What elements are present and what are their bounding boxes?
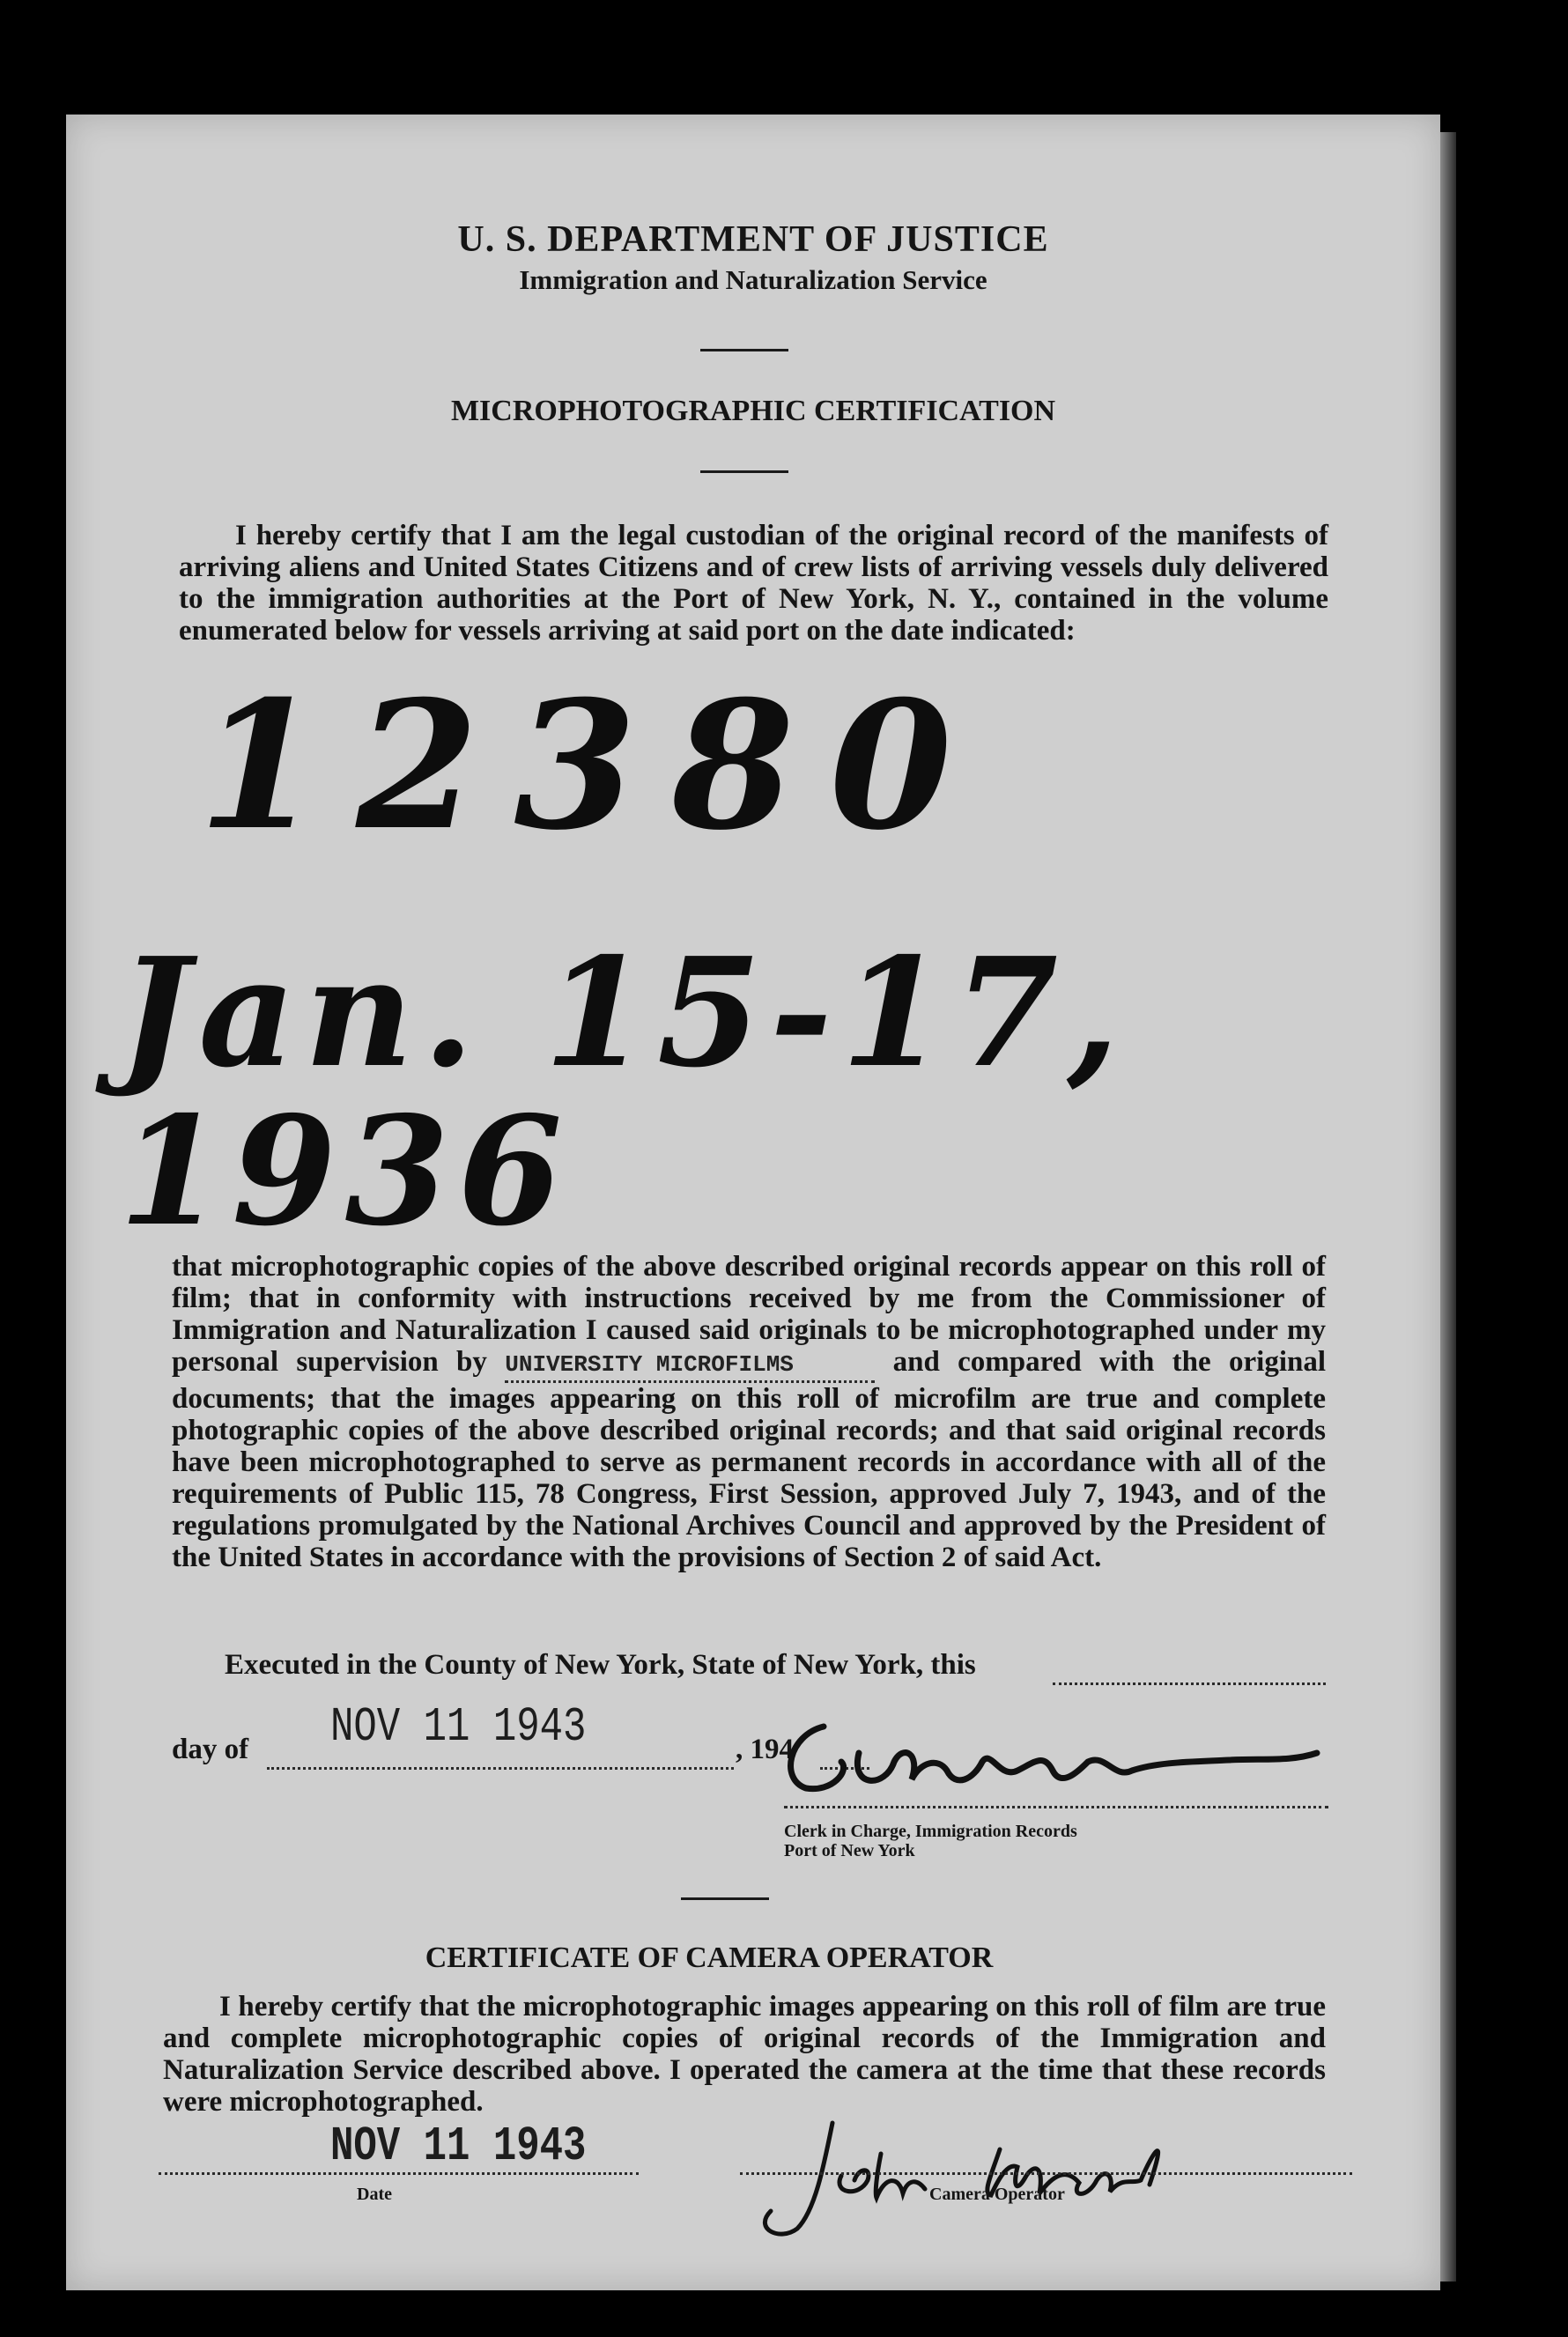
department-heading: U. S. DEPARTMENT OF JUSTICE <box>457 219 1049 260</box>
divider <box>700 470 788 473</box>
date-line <box>159 2172 639 2175</box>
executed-line <box>225 1649 976 1682</box>
day-of-label: day of <box>172 1734 249 1765</box>
certification-title: MICROPHOTOGRAPHIC CERTIFICATION <box>450 395 1056 427</box>
divider <box>700 349 788 351</box>
operator-date-stamp: NOV 11 1943 <box>330 2119 587 2175</box>
clerk-signature-line <box>784 1806 1328 1808</box>
service-heading: Immigration and Naturalization Service <box>519 264 987 295</box>
certificate-page <box>66 115 1440 2290</box>
day-field <box>1053 1682 1326 1685</box>
body-paragraph <box>172 1251 1326 1573</box>
body-text-part2: and compared with the original documents; that the images appearing on this roll of microfilm are true and complete photographic copies of the above described original records; and that said original records have been microphotographed to serve as permanent records in accordance with all of the requirements of Public 115, 78 Congress, First Session, approved July 7, 1943, and of the regulations promulgated by the National Archives Council and approved by the President of the United States in accordance with the provisions of Section 2 of said Act. <box>172 1346 1327 1573</box>
operator-signature <box>736 2114 1194 2246</box>
camera-operator-title: CERTIFICATE OF CAMERA OPERATOR <box>425 1941 994 1974</box>
date-label: Date <box>357 2185 392 2204</box>
operator-text: I hereby certify that the microphotographic images appearing on this roll of film are true and complete microphotographic copies of original records of the Immigration and Naturalization Service described above. I operated the camera at the time that these records were microphotographed. <box>163 1991 1326 2118</box>
clerk-title: Clerk in Charge, Immigration Records <box>784 1822 1077 1841</box>
volume-number-handwritten: 12380 <box>198 662 987 869</box>
date-range-handwritten: Jan. 15-17, 1936 <box>119 925 1128 1260</box>
operator-label: Camera Operator <box>929 2185 1065 2204</box>
month-field <box>267 1767 734 1770</box>
intro-text: I hereby certify that I am the legal custodian of the original record of the manifests of arriving aliens and United States Citizens and of crew lists of arriving vessels duly delivered to the immigration authorities at the Port of New York, N. Y., contained in the volume enumerated below for vessels arriving at said port on the date indicated: <box>179 520 1328 647</box>
divider <box>681 1897 769 1900</box>
body-text-part1: that microphotographic copies of the above described original records appear on this roll of film; that in conformity with instructions received by me from the Commissioner of Immigration and Naturalization I caused said originals to be microphotographed under my personal supervision by <box>172 1251 1326 1378</box>
executed-text: Executed in the County of New York, State of New York, this <box>225 1649 976 1681</box>
operator-signature-line <box>740 2172 1352 2175</box>
date-stamp: NOV 11 1943 <box>330 1700 587 1756</box>
clerk-port: Port of New York <box>784 1841 915 1860</box>
intro-paragraph <box>179 520 1328 647</box>
paper-edge <box>1440 132 1456 2282</box>
operator-paragraph <box>163 1991 1326 2118</box>
year-prefix: , 194 <box>736 1734 794 1765</box>
supervisor-field: UNIVERSITY MICROFILMS <box>505 1349 875 1383</box>
